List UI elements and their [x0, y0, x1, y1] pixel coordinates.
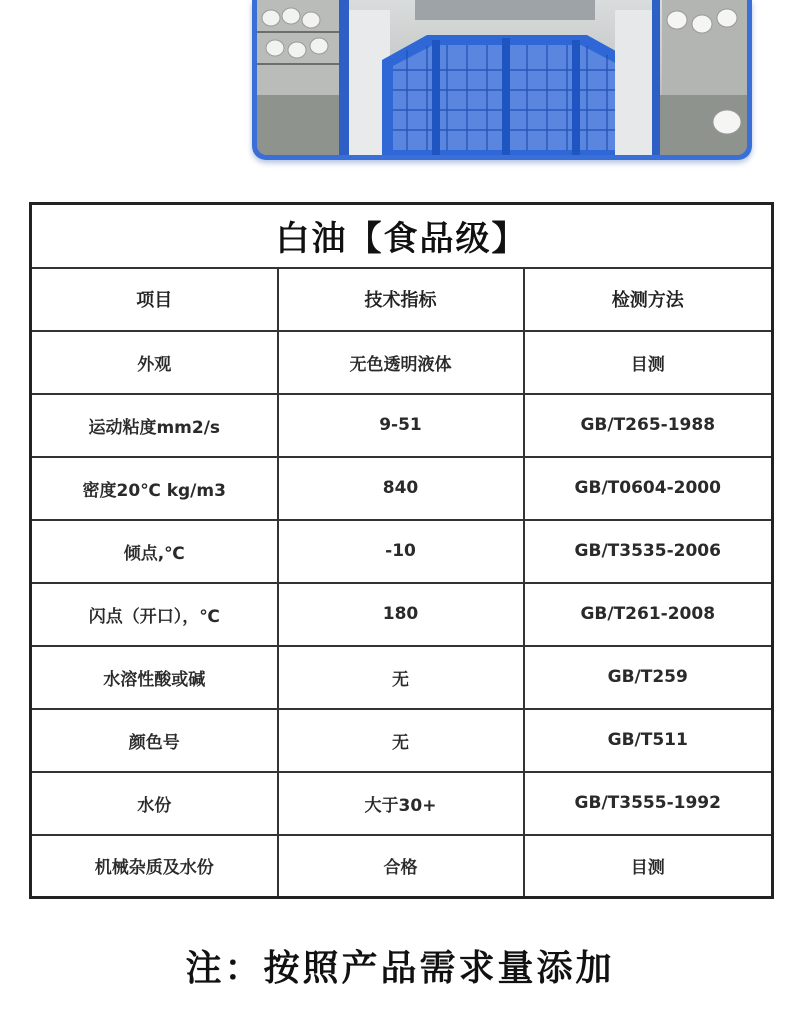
knitting-machine-photo: [257, 0, 747, 155]
row-spec: 无色透明液体: [278, 331, 524, 394]
row-spec: 180: [278, 583, 524, 646]
row-method: GB/T511: [524, 709, 773, 772]
row-spec: -10: [278, 520, 524, 583]
row-item: 闪点（开口），℃: [31, 583, 278, 646]
row-item: 密度20℃ kg/m3: [31, 457, 278, 520]
row-method: GB/T3535-2006: [524, 520, 773, 583]
row-method: GB/T265-1988: [524, 394, 773, 457]
table-row: [31, 331, 773, 394]
table-row: [31, 835, 773, 898]
column-header-item: 项目: [31, 268, 278, 331]
usage-note: 注：按照产品需求量添加: [185, 947, 615, 989]
row-spec: 无: [278, 709, 524, 772]
row-method: 目测: [524, 331, 773, 394]
machine-photo-frame: [252, 0, 752, 160]
row-item: 外观: [31, 331, 278, 394]
row-spec: 大于30+: [278, 772, 524, 835]
spec-table: [29, 202, 774, 899]
column-header-spec: 技术指标: [278, 268, 524, 331]
row-spec: 合格: [278, 835, 524, 898]
row-method: GB/T0604-2000: [524, 457, 773, 520]
knitting-machine-illustration: [257, 0, 747, 155]
table-title: 白油【食品级】: [31, 204, 773, 268]
table-title-row: [31, 204, 773, 268]
row-spec: 840: [278, 457, 524, 520]
column-header-method: 检测方法: [524, 268, 773, 331]
row-spec: 无: [278, 646, 524, 709]
row-spec: 9-51: [278, 394, 524, 457]
row-item: 运动粘度mm2/s: [31, 394, 278, 457]
row-item: 水溶性酸或碱: [31, 646, 278, 709]
table-row: [31, 520, 773, 583]
table-row: [31, 457, 773, 520]
table-row: [31, 583, 773, 646]
table-row: [31, 646, 773, 709]
row-method: GB/T3555-1992: [524, 772, 773, 835]
table-row: [31, 772, 773, 835]
row-method: 目测: [524, 835, 773, 898]
table-row: [31, 394, 773, 457]
row-item: 颜色号: [31, 709, 278, 772]
table-header-row: [31, 268, 773, 331]
row-item: 倾点,℃: [31, 520, 278, 583]
table-row: [31, 709, 773, 772]
row-method: GB/T261-2008: [524, 583, 773, 646]
row-method: GB/T259: [524, 646, 773, 709]
row-item: 机械杂质及水份: [31, 835, 278, 898]
row-item: 水份: [31, 772, 278, 835]
